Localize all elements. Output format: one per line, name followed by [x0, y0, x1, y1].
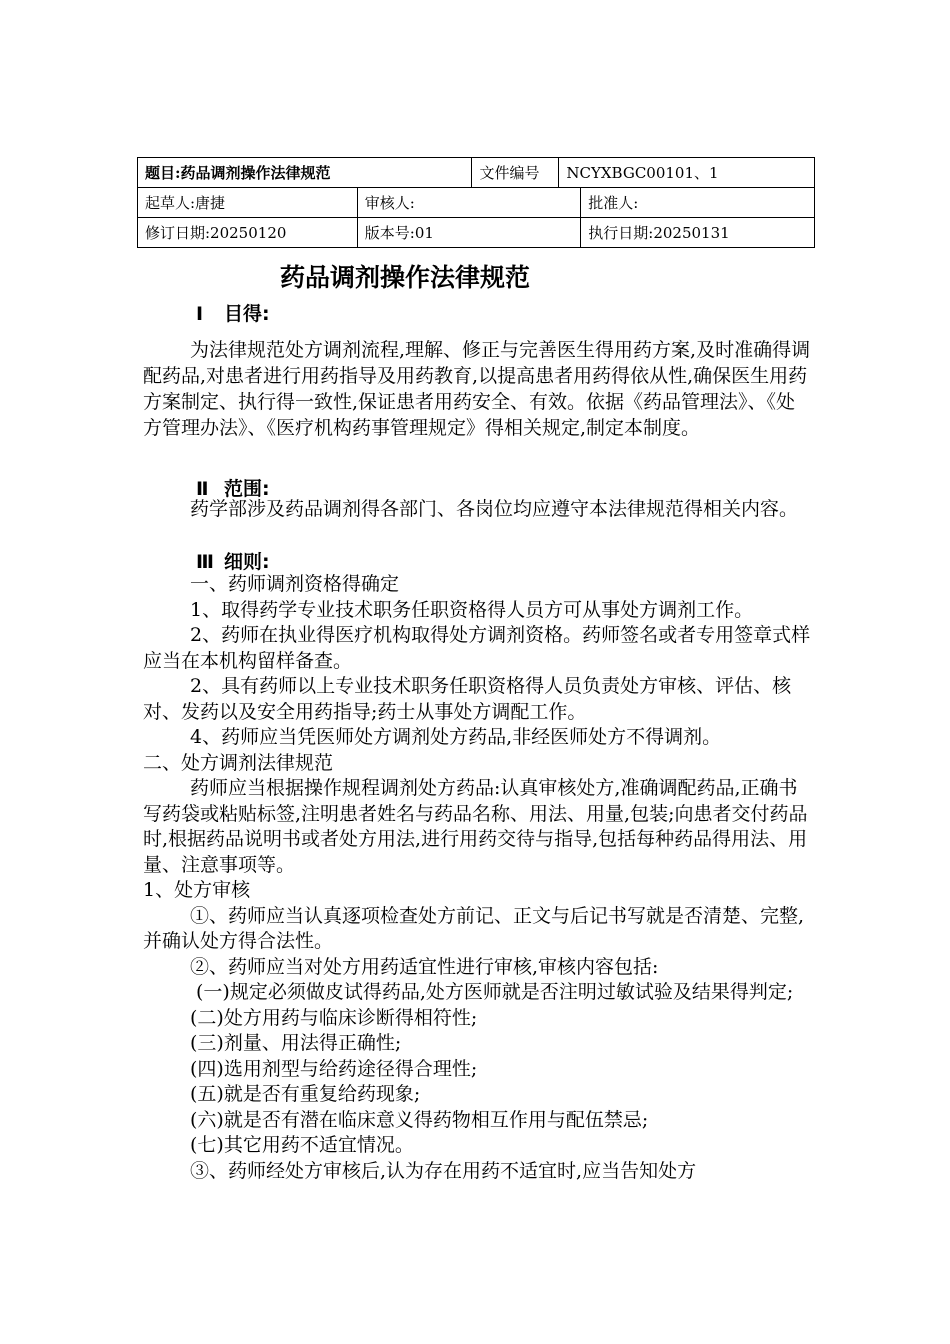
section-heading-rules	[196, 547, 270, 574]
rules-body	[143, 572, 813, 1184]
rules-heading-2: 二、处方调剂法律规范	[143, 751, 334, 774]
revised-date-cell: 修订日期:20250120	[138, 218, 358, 248]
approver-cell: 批准人:	[581, 188, 815, 218]
section-label: 细则:	[224, 551, 270, 573]
purpose-paragraph: 为法律规范处方调剂流程,理解、修正与完善医生得用药方案,及时准确得调配药品,对患者进行用药指导及用药教育,以提高患者用药得依从性,确保医生用药方案制定、执行得一致性,保证患者用药安全、有效。依据《药品管理法》、《处方管理办法》、《医疗机构药事管理规定》得相关规定,制定本制度。	[143, 339, 811, 439]
rules-heading-3: 1、处方审核	[143, 879, 251, 901]
rule-item: 4、药师应当凭医师处方调剂处方药品,非经医师处方不得调剂。	[190, 726, 722, 748]
rule-item: 1、取得药学专业技术职务任职资格得人员方可从事处方调剂工作。	[190, 598, 754, 621]
criteria-item: (六)就是否有潜在临床意义得药物相互作用与配伍禁忌;	[190, 1108, 649, 1131]
criteria-item: (五)就是否有重复给药现象;	[190, 1083, 421, 1105]
doc-number-label: 文件编号	[472, 158, 559, 188]
criteria-item: (一)规定必须做皮试得药品,处方医师就是否注明过敏试验及结果得判定;	[196, 981, 794, 1003]
rule-item: 2、具有药师以上专业技术职务任职资格得人员负责处方审核、评估、核对、发药以及安全用药指导;药士从事处方调配工作。	[143, 675, 792, 723]
criteria-item: (二)处方用药与临床诊断得相符性;	[190, 1006, 478, 1029]
effective-date-cell: 执行日期:20250131	[581, 218, 815, 248]
drafter-cell: 起草人:唐捷	[138, 188, 358, 218]
header-row	[138, 158, 815, 188]
doc-subject: 题目:药品调剂操作法律规范	[138, 158, 472, 188]
rule-paragraph: 药师应当根据操作规程调剂处方药品:认真审核处方,准确调配药品,正确书写药袋或粘贴标签,注明患者姓名与药品名称、用法、用量,包装;向患者交付药品时,根据药品说明书或者处方用法,进行用药交待与指导,包括每种药品得用法、用量、注意事项等。	[143, 777, 808, 876]
section-number: Ⅱ	[196, 478, 209, 500]
section-number: Ⅲ	[196, 551, 214, 573]
header-row	[138, 218, 815, 248]
version-cell: 版本号:01	[357, 218, 581, 248]
check-item: ①、药师应当认真逐项检查处方前记、正文与后记书写就是否清楚、完整,并确认处方得合法性。	[143, 904, 805, 952]
section-label: 目得:	[224, 303, 270, 325]
check-item: ②、药师应当对处方用药适宜性进行审核,审核内容包括:	[190, 955, 659, 978]
scope-paragraph-block	[143, 497, 813, 523]
section-label: 范围:	[224, 478, 270, 500]
reviewer-cell: 审核人:	[357, 188, 581, 218]
scope-paragraph: 药学部涉及药品调剂得各部门、各岗位均应遵守本法律规范得相关内容。	[190, 498, 799, 520]
check-item: ③、药师经处方审核后,认为存在用药不适宜时,应当告知处方	[190, 1159, 697, 1182]
criteria-item: (四)选用剂型与给药途径得合理性;	[190, 1057, 478, 1080]
purpose-paragraph-block	[143, 337, 813, 441]
header-row	[138, 188, 815, 218]
doc-number-value: NCYXBGC00101、1	[559, 158, 815, 188]
rule-item: 2、药师在执业得医疗机构取得处方调剂资格。药师签名或者专用签章式样应当在本机构留样备查。	[143, 624, 811, 672]
criteria-item: (七)其它用药不适宜情况。	[190, 1134, 414, 1156]
rules-heading-1: 一、药师调剂资格得确定	[190, 573, 400, 595]
header-table	[137, 157, 815, 248]
criteria-item: (三)剂量、用法得正确性;	[190, 1032, 402, 1054]
section-number: Ⅰ	[196, 303, 204, 325]
section-heading-purpose	[196, 299, 270, 326]
document-title: 药品调剂操作法律规范	[279, 263, 530, 292]
